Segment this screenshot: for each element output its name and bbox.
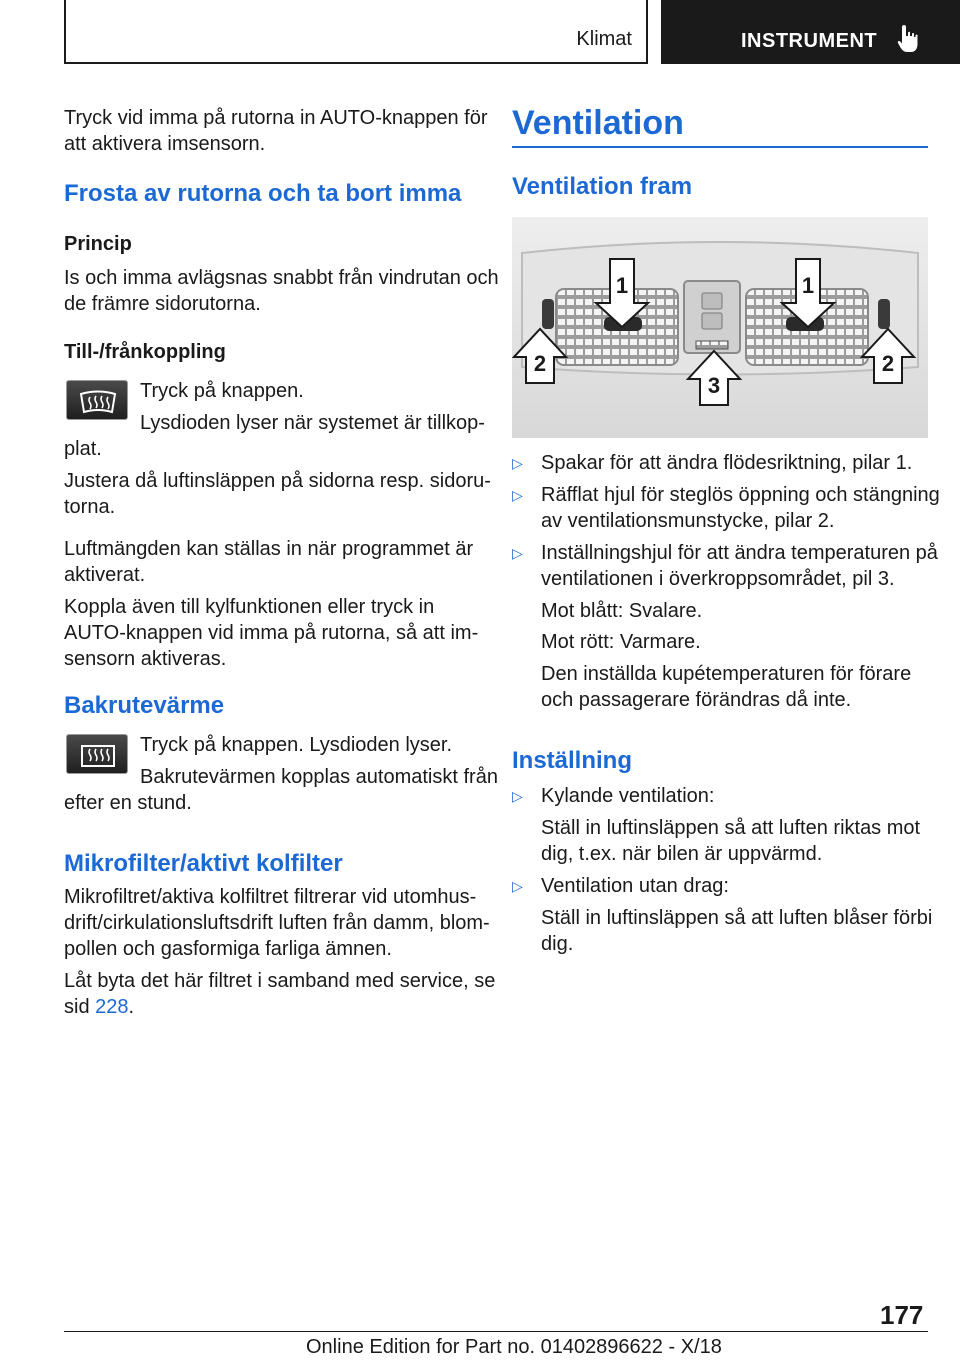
figure-label-1-right: 1 xyxy=(801,273,815,298)
rear-press-text: Tryck på knappen. Lysdioden lyser. xyxy=(140,734,453,756)
item-3-line-2: ventilationen i överkroppsområdet, pil 3. xyxy=(541,568,895,590)
rear-window-defrost-button[interactable] xyxy=(66,734,128,774)
intro-line-1: Tryck vid imma på rutorna in AUTO-knappen för xyxy=(64,107,488,129)
service-prefix: sid xyxy=(64,996,96,1018)
filter-line-3: pollen och gasformiga farliga ämnen. xyxy=(64,938,392,960)
hand-pointer-icon xyxy=(897,24,919,54)
cooling-line-2: AUTO-knappen vid imma på rutorna, så att im- xyxy=(64,622,479,644)
footer-rule xyxy=(64,1331,928,1332)
adjust-line-1: Justera då luftinsläppen på sidorna resp. sidoru- xyxy=(64,470,491,492)
page-number: 177 xyxy=(880,1300,924,1330)
rear-heading: Bakrutevärme xyxy=(64,692,225,719)
defrost-heading: Frosta av rutorna och ta bort imma xyxy=(64,180,462,207)
rear-auto-line-1: Bakrutevärmen kopplas automatiskt från xyxy=(140,766,498,788)
bullet-marker: ▷ xyxy=(512,455,523,471)
header-section-title: Klimat xyxy=(576,28,632,50)
temp-note-line-2: och passagerare förändras då inte. xyxy=(541,689,852,711)
bullet-marker: ▷ xyxy=(512,878,523,894)
windshield-defrost-icon xyxy=(67,381,129,421)
service-suffix: . xyxy=(128,996,135,1018)
temp-red-text: Mot rött: Varmare. xyxy=(541,631,701,653)
cooling-line-3: sensorn aktiveras. xyxy=(64,648,227,670)
title-rule xyxy=(512,146,928,148)
setting-1-label: Kylande ventilation: xyxy=(541,785,715,807)
filter-heading: Mikrofilter/aktivt kolfilter xyxy=(64,850,343,877)
principle-line-2: de främre sidorutorna. xyxy=(64,293,261,315)
header-chapter-tab xyxy=(661,0,960,64)
temp-blue-text: Mot blått: Svalare. xyxy=(541,600,703,622)
item-2-line-1: Räfflat hjul för steglös öppning och stängning xyxy=(541,484,940,506)
setting-1-line-1: Ställ in luftinsläppen så att luften riktas mot xyxy=(541,817,921,839)
windshield-defrost-button[interactable] xyxy=(66,380,128,420)
onoff-heading: Till-/frånkoppling xyxy=(64,341,226,363)
service-line-2 xyxy=(64,994,134,1020)
item-3-line-1: Inställningshjul för att ändra temperaturen på xyxy=(541,542,938,564)
rear-auto-line-2: efter en stund. xyxy=(64,792,192,814)
ventilation-title: Ventilation xyxy=(512,104,684,142)
rear-window-defrost-icon xyxy=(67,735,129,775)
ventilation-front-subtitle: Ventilation fram xyxy=(512,173,693,200)
page-link-228[interactable]: 228 xyxy=(95,996,129,1018)
item-1-line-1: Spakar för att ändra flödesriktning, pilar 1. xyxy=(541,452,913,474)
defrost-led-line-2: plat. xyxy=(64,438,102,460)
bullet-marker: ▷ xyxy=(512,545,523,561)
header-chapter-title: INSTRUMENT xyxy=(741,30,878,52)
temp-note-line-1: Den inställda kupétemperaturen för förare xyxy=(541,663,912,685)
service-line-1: Låt byta det här filtret i samband med service, se xyxy=(64,970,496,992)
item-2-line-2: av ventilationsmunstycke, pilar 2. xyxy=(541,510,835,532)
defrost-led-line-1: Lysdioden lyser när systemet är tillkop- xyxy=(140,412,485,434)
adjust-line-2: torna. xyxy=(64,496,116,518)
footer-edition: Online Edition for Part no. 01402896622 - X/18 xyxy=(306,1336,722,1358)
setting-heading: Inställning xyxy=(512,747,632,774)
bullet-marker: ▷ xyxy=(512,788,523,804)
principle-line-1: Is och imma avlägsnas snabbt från vindrutan och xyxy=(64,267,499,289)
bullet-marker: ▷ xyxy=(512,487,523,503)
front-vents-figure xyxy=(512,217,928,438)
figure-label-2-right: 2 xyxy=(881,351,895,376)
figure-label-1-left: 1 xyxy=(615,273,629,298)
defrost-press-text: Tryck på knappen. xyxy=(140,380,304,402)
filter-line-2: drift/cirkulationsluftsdrift luften från damm, blom- xyxy=(64,912,490,934)
header-section-box xyxy=(64,0,648,64)
figure-label-2-left: 2 xyxy=(533,351,547,376)
filter-line-1: Mikrofiltret/aktiva kolfiltret filtrerar vid utomhus- xyxy=(64,886,477,908)
cooling-line-1: Koppla även till kylfunktionen eller tryck in xyxy=(64,596,435,618)
setting-2-label: Ventilation utan drag: xyxy=(541,875,729,897)
setting-2-line-2: dig. xyxy=(541,933,574,955)
principle-heading: Princip xyxy=(64,233,132,255)
setting-2-line-1: Ställ in luftinsläppen så att luften blåser förbi xyxy=(541,907,933,929)
setting-1-line-2: dig, t.ex. när bilen är uppvärmd. xyxy=(541,843,823,865)
intro-line-2: att aktivera imsensorn. xyxy=(64,133,266,155)
airflow-line-1: Luftmängden kan ställas in när programmet är xyxy=(64,538,474,560)
figure-label-3: 3 xyxy=(707,373,721,398)
airflow-line-2: aktiverat. xyxy=(64,564,146,586)
